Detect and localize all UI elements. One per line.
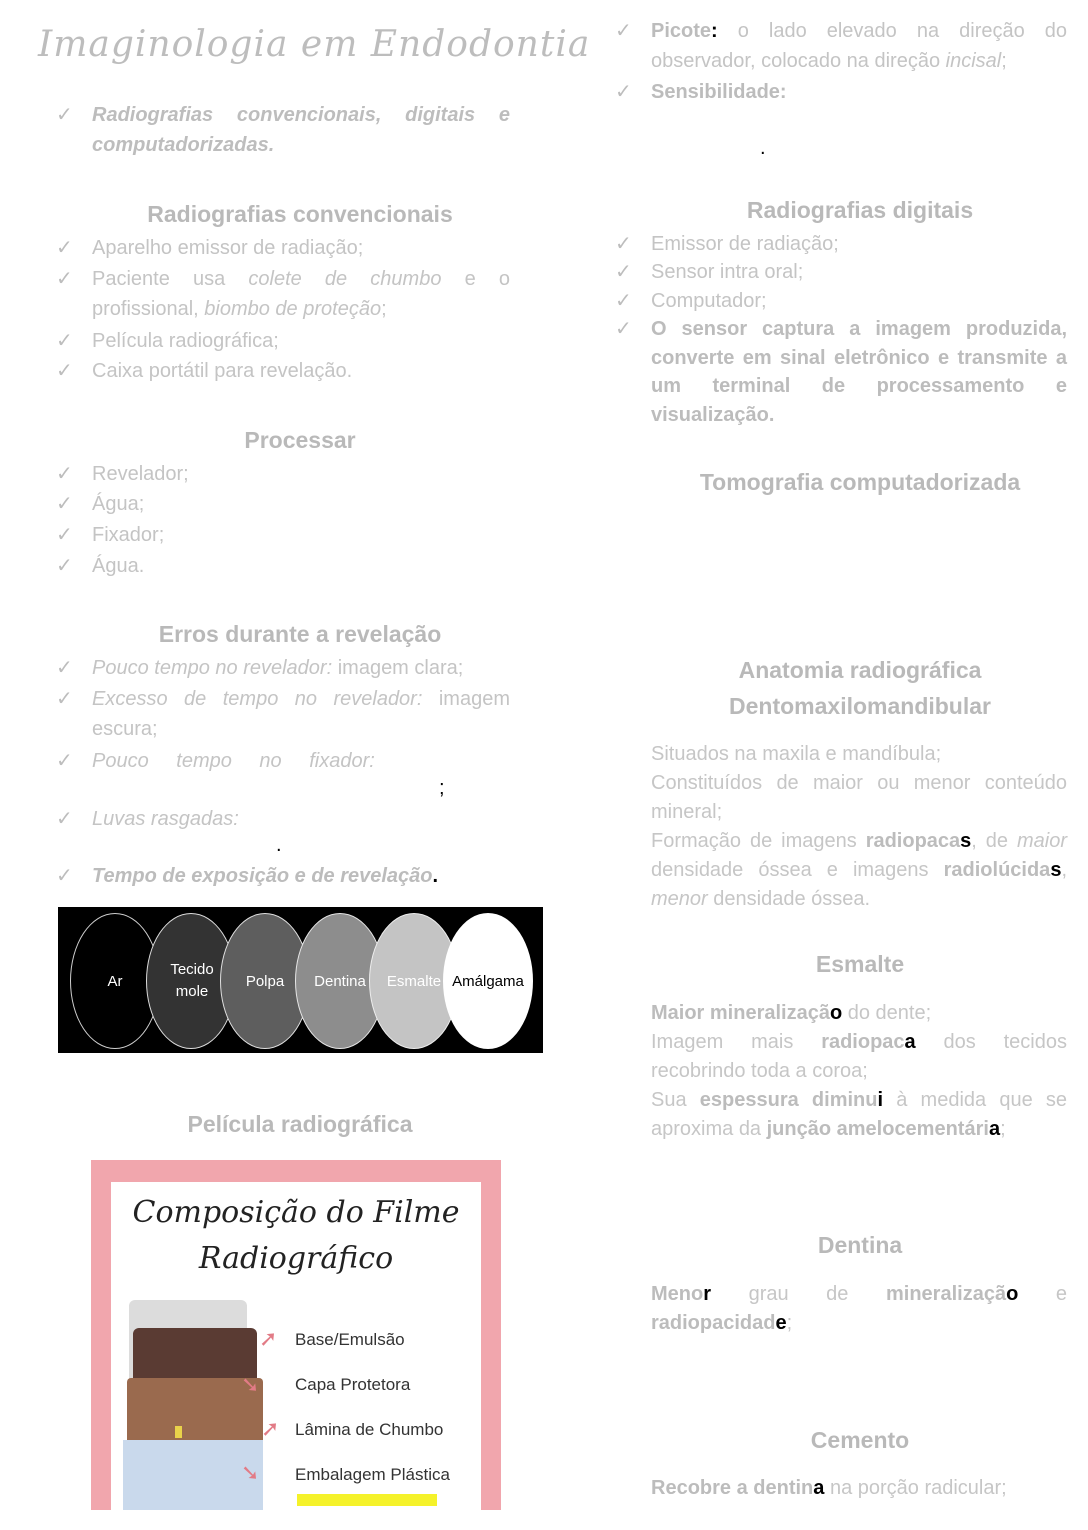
- layer-label: Capa Protetora: [295, 1375, 411, 1394]
- check-icon: ✓: [615, 318, 632, 340]
- text-black: a: [904, 1031, 916, 1053]
- item-text: Água;: [92, 493, 145, 515]
- text: do dente;: [842, 1002, 932, 1024]
- check-icon: ✓: [56, 657, 73, 679]
- anatomia-paragraph: [651, 740, 1067, 914]
- intro-text: Radiografias convencionais, digitais e computadorizadas.: [92, 104, 510, 156]
- text-black: a: [813, 1477, 825, 1499]
- text: , de: [971, 830, 1017, 852]
- item-text-bold: O sensor captura a imagem produzida, converte em sinal eletrônico e transmite a um terminal de processamento e visualização.: [651, 318, 1067, 426]
- item-text-italic: Luvas rasgadas:: [92, 808, 239, 830]
- layer-label: Base/Emulsão: [295, 1330, 405, 1349]
- list-item: [56, 459, 189, 489]
- text: ,: [1061, 859, 1067, 881]
- text: ;: [786, 1312, 793, 1334]
- film-dot: [175, 1426, 182, 1438]
- semicolon-mark: ;: [439, 777, 445, 799]
- list-item: [56, 356, 353, 386]
- scale-label: Esmalte: [386, 973, 442, 990]
- list-item: [56, 861, 439, 891]
- text-italic: menor: [651, 888, 708, 910]
- item-text: Paciente usa: [92, 268, 249, 290]
- check-icon: ✓: [56, 237, 73, 259]
- arrow-icon: ➘: [241, 1460, 260, 1485]
- check-icon: ✓: [56, 750, 73, 772]
- text: ;: [1000, 1118, 1006, 1140]
- text-black: a: [988, 1118, 1001, 1140]
- item-text-bold-italic: Tempo de exposição e de revelação: [92, 865, 433, 887]
- item-text: imagem clara;: [332, 657, 464, 679]
- check-icon: ✓: [615, 20, 632, 42]
- list-item: [615, 77, 787, 107]
- check-icon: ✓: [615, 290, 632, 312]
- item-text-italic: biombo de proteção: [204, 298, 382, 320]
- anatomia-line: [651, 827, 1067, 914]
- item-text: Fixador;: [92, 524, 165, 546]
- highlight-bar: [297, 1494, 437, 1506]
- check-icon: ✓: [56, 330, 73, 352]
- heading-dentomaxilomandibular: Dentomaxilomandibular: [729, 693, 991, 719]
- dot-mark: .: [276, 834, 282, 856]
- item-text: o lado elevado na direção do observador, colocado na direção: [651, 20, 1067, 72]
- item-text: Sensor intra oral;: [651, 261, 804, 283]
- page-title: Imaginologia em Endodontia: [38, 24, 591, 65]
- check-icon: ✓: [56, 104, 73, 126]
- check-icon: ✓: [56, 463, 73, 485]
- text-bold: radiolúcida: [943, 859, 1051, 881]
- arrow-icon: ➘: [241, 1372, 260, 1397]
- text-bold: radiopacidad: [651, 1312, 776, 1334]
- text-black: i: [877, 1089, 884, 1111]
- heading-pelicula: Película radiográfica: [187, 1111, 413, 1137]
- check-icon: ✓: [56, 555, 73, 577]
- list-item: [615, 286, 767, 316]
- esmalte-line: [651, 1086, 1067, 1144]
- text-bold: radiopaca: [865, 830, 961, 852]
- text-bold: Meno: [651, 1283, 704, 1305]
- list-item: [56, 326, 279, 356]
- item-text: Revelador;: [92, 463, 189, 485]
- anatomia-line: Constituídos de maior ou menor conteúdo mineral;: [651, 772, 1067, 823]
- scale-label: Polpa: [245, 973, 285, 990]
- list-item: [56, 264, 510, 324]
- esmalte-line: [651, 1028, 1067, 1086]
- film-capa-layer: [133, 1328, 257, 1384]
- item-text: Computador;: [651, 290, 767, 312]
- check-icon: ✓: [615, 81, 632, 103]
- list-item: [56, 489, 145, 519]
- anatomia-line: Situados na maxila e mandíbula;: [651, 743, 942, 765]
- heading-dentina: Dentina: [817, 1232, 903, 1258]
- text-black: r: [703, 1283, 712, 1305]
- scale-label: Amálgama: [452, 973, 524, 990]
- card-title: Composição do Filme Radiográfico: [132, 1195, 460, 1276]
- layer-label: Embalagem Plástica: [295, 1465, 450, 1484]
- item-text: imagem escura;: [92, 688, 510, 740]
- scale-label: Ar: [107, 973, 123, 990]
- text-black: s: [960, 830, 972, 852]
- text-bold: mineralizaçã: [886, 1283, 1007, 1305]
- item-text: Película radiográfica;: [92, 330, 279, 352]
- item-text: Caixa portátil para revelação.: [92, 360, 353, 382]
- list-item: [615, 16, 1067, 76]
- text-bold: Maior mineralizaçã: [651, 1002, 830, 1024]
- arrow-icon: ➚: [261, 1416, 280, 1441]
- density-scale-image: [58, 907, 543, 1053]
- item-text: ;: [1001, 50, 1007, 72]
- list-item: [56, 233, 510, 263]
- item-text-bold: Sensibilidade:: [651, 81, 787, 103]
- heading-radiografias-digitais: Radiografias digitais: [746, 197, 974, 223]
- check-icon: ✓: [56, 865, 73, 887]
- text: na porção radicular;: [824, 1477, 1007, 1499]
- text: e: [1018, 1283, 1067, 1305]
- heading-processar: Processar: [244, 427, 356, 453]
- heading-cemento: Cemento: [810, 1427, 910, 1453]
- item-text-italic: Pouco tempo no fixador:: [92, 750, 375, 772]
- text: densidade óssea.: [707, 888, 871, 910]
- list-item: [56, 746, 510, 776]
- check-icon: ✓: [56, 808, 73, 830]
- text-bold: espessura diminu: [699, 1089, 878, 1111]
- text-black: o: [1006, 1283, 1019, 1305]
- check-icon: ✓: [56, 688, 73, 710]
- check-icon: ✓: [615, 261, 632, 283]
- list-item: [615, 257, 804, 287]
- item-text: e o profissional,: [92, 268, 510, 320]
- dentina-paragraph: [651, 1280, 1067, 1338]
- item-text: Água.: [92, 555, 145, 577]
- text: Imagem mais: [651, 1031, 822, 1053]
- list-item: [56, 804, 239, 834]
- item-end-dot: .: [432, 865, 439, 887]
- text: densidade óssea e imagens: [651, 859, 944, 881]
- layer-label: Lâmina de Chumbo: [295, 1420, 444, 1439]
- item-text: Aparelho emissor de radiação;: [92, 237, 364, 259]
- list-item: [56, 684, 510, 744]
- text-bold: Recobre a dentin: [651, 1477, 814, 1499]
- heading-radiografias-convencionais: Radiografias convencionais: [147, 201, 453, 227]
- list-item: [56, 551, 145, 581]
- heading-anatomia: Anatomia radiográfica: [738, 657, 982, 683]
- list-item: [56, 653, 464, 683]
- scale-label: Tecido mole: [170, 961, 214, 1000]
- text: Formação de imagens: [651, 830, 866, 852]
- heading-erros-revelacao: Erros durante a revelação: [158, 621, 442, 647]
- text-black: o: [829, 1002, 843, 1024]
- text-bold: junção amelocementári: [766, 1118, 989, 1140]
- esmalte-paragraph: [651, 999, 1067, 1144]
- arrow-icon: ➚: [259, 1326, 278, 1351]
- text: dos tecidos recobrindo toda a coroa;: [651, 1031, 1067, 1082]
- text-black: s: [1050, 859, 1062, 881]
- list-item: [615, 315, 1067, 429]
- text: à medida que se aproxima da: [651, 1089, 1068, 1140]
- item-text-italic: Excesso de tempo no revelador:: [92, 688, 423, 710]
- item-text-italic: Pouco tempo no revelador:: [92, 657, 333, 679]
- heading-tomografia: Tomografia computadorizada: [699, 469, 1021, 495]
- dot-mark: .: [760, 137, 766, 159]
- scale-label: Dentina: [314, 973, 366, 990]
- text-bold: radiopac: [821, 1031, 905, 1053]
- item-text-italic: colete de chumbo: [248, 268, 442, 290]
- item-text-bold: Picote: [651, 20, 712, 42]
- intro-item: [56, 100, 510, 160]
- list-item: [56, 520, 165, 550]
- item-text: Emissor de radiação;: [651, 233, 839, 255]
- cemento-paragraph: [651, 1474, 1067, 1503]
- esmalte-line: [651, 999, 1067, 1028]
- check-icon: ✓: [615, 233, 632, 255]
- check-icon: ✓: [56, 493, 73, 515]
- item-text-italic: incisal: [945, 50, 1002, 72]
- text-italic: maior: [1016, 830, 1067, 852]
- check-icon: ✓: [56, 268, 73, 290]
- check-icon: ✓: [56, 524, 73, 546]
- heading-esmalte: Esmalte: [815, 951, 905, 977]
- text: Sua: [651, 1089, 700, 1111]
- text: grau de: [711, 1283, 886, 1305]
- list-item: [615, 229, 839, 259]
- colon-mark: :: [711, 20, 718, 42]
- text-black: e: [775, 1312, 787, 1334]
- film-composition-card: [91, 1160, 501, 1510]
- check-icon: ✓: [56, 360, 73, 382]
- item-text: ;: [381, 298, 387, 320]
